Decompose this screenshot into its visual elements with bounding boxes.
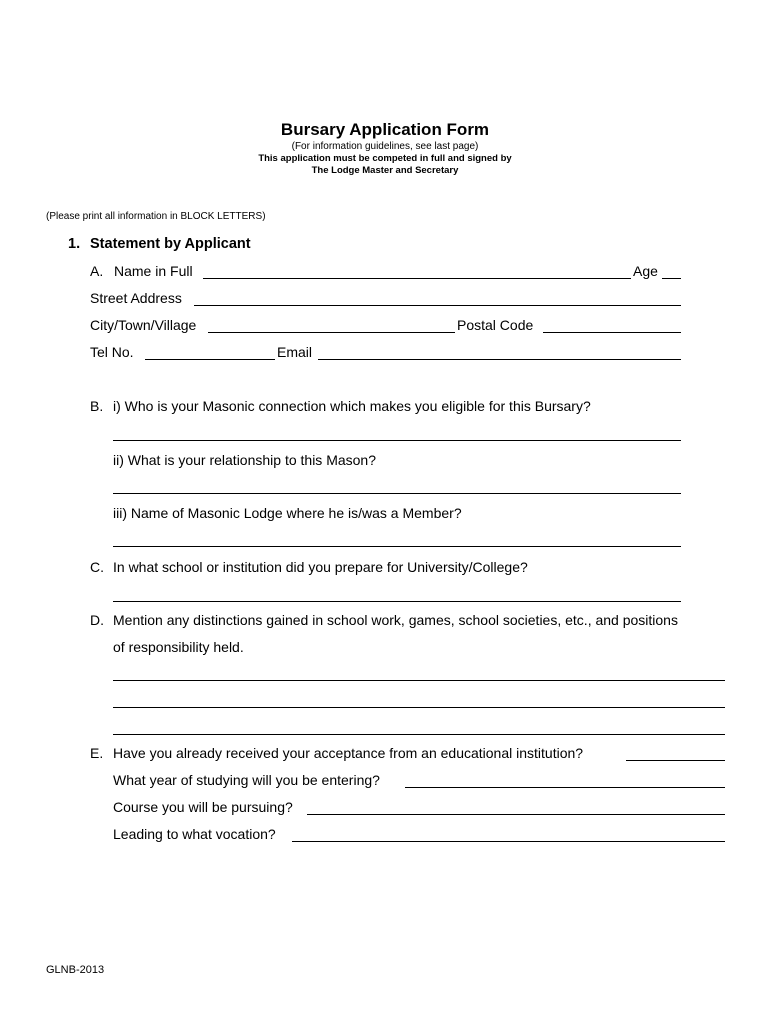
age-label: Age [633,263,658,279]
guidelines-note: (For information guidelines, see last page) [291,141,479,152]
postal-code-label: Postal Code [457,317,534,333]
distinctions-field-1[interactable] [113,680,725,681]
postal-code-field[interactable] [543,332,681,333]
email-label: Email [277,344,313,360]
distinctions-field-2[interactable] [113,707,725,708]
masonic-connection-question: i) Who is your Masonic connection which makes you eligible for this Bursary? [113,398,591,414]
email-field[interactable] [318,359,681,360]
section-number: 1. [68,236,81,252]
lodge-name-question: iii) Name of Masonic Lodge where he is/was a Member? [113,505,462,521]
relationship-question: ii) What is your relationship to this Mason? [113,452,376,468]
vocation-field[interactable] [292,841,725,842]
street-field[interactable] [194,305,681,306]
age-field[interactable] [662,278,681,279]
city-label: City/Town/Village [90,317,197,333]
school-question: In what school or institution did you prepare for University/College? [113,559,528,575]
item-a-letter: A. [90,263,104,279]
name-label: Name in Full [114,263,193,279]
vocation-question: Leading to what vocation? [113,826,276,842]
section-title: Statement by Applicant [90,236,251,252]
distinctions-question-line-1: Mention any distinctions gained in school work, games, school societies, etc., and positions [113,612,678,628]
masonic-connection-field[interactable] [113,440,681,441]
study-year-question: What year of studying will you be entering? [113,772,380,788]
tel-label: Tel No. [90,344,134,360]
instruction-line-2: The Lodge Master and Secretary [311,165,459,176]
study-year-field[interactable] [405,787,725,788]
item-d-letter: D. [90,612,104,628]
item-b-letter: B. [90,398,104,414]
item-e-letter: E. [90,745,104,761]
instruction-line-1: This application must be competed in full and signed by [258,153,512,164]
city-field[interactable] [208,332,455,333]
street-label: Street Address [90,290,182,306]
acceptance-field[interactable] [626,760,725,761]
block-letters-note: (Please print all information in BLOCK LETTERS) [46,211,266,222]
item-c-letter: C. [90,559,104,575]
name-field[interactable] [203,278,631,279]
lodge-name-field[interactable] [113,546,681,547]
form-title: Bursary Application Form [280,120,490,139]
distinctions-field-3[interactable] [113,734,725,735]
distinctions-question-line-2: of responsibility held. [113,639,244,655]
tel-field[interactable] [145,359,275,360]
course-question: Course you will be pursuing? [113,799,293,815]
acceptance-question: Have you already received your acceptance from an educational institution? [113,745,584,761]
course-field[interactable] [307,814,725,815]
school-field[interactable] [113,601,681,602]
relationship-field[interactable] [113,493,681,494]
form-code: GLNB-2013 [46,964,105,976]
